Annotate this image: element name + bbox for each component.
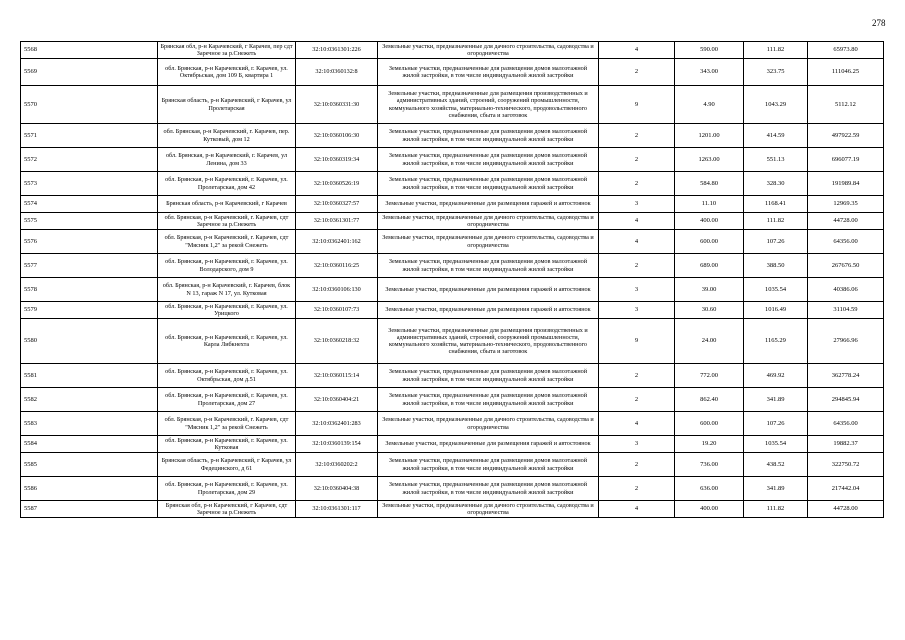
area-cell: 343.00: [675, 59, 744, 86]
land-category-cell: Земельные участки, предназначенные для размещения домов малоэтажной жилой застройки, в том числе индивидуальной жилой застройки: [378, 453, 599, 477]
land-category-cell: Земельные участки, предназначенные для размещения производственных и административных зданий, строений, сооружений промышленности, коммунального хозяйства, материально-технического, продовольственного снабжения, сбыта и заготовок: [378, 86, 599, 124]
row-number-cell: 5581: [21, 364, 158, 388]
table-row: [21, 453, 884, 477]
group-cell: 3: [599, 196, 675, 213]
row-number-cell: 5582: [21, 388, 158, 412]
cadastral-number-cell: 32:10:0360106:130: [296, 278, 378, 302]
land-category-cell: Земельные участки, предназначенные для размещения гаражей и автостоянок: [378, 302, 599, 319]
cadastral-value-cell: 5112.12: [808, 86, 884, 124]
cadastral-value-cell: 31104.59: [808, 302, 884, 319]
specific-value-cell: 341.89: [744, 477, 808, 501]
area-cell: 862.40: [675, 388, 744, 412]
land-category-cell: Земельные участки, предназначенные для размещения домов малоэтажной жилой застройки, в том числе индивидуальной жилой застройки: [378, 388, 599, 412]
cadastral-number-cell: 32:10:0360116:25: [296, 254, 378, 278]
address-cell: обл. Брянская, р-н Карачевский, г. Карачев, пер. Кутковый, дом 12: [158, 124, 296, 148]
table-row: [21, 230, 884, 254]
group-cell: 4: [599, 213, 675, 230]
cadastral-number-cell: 32:10:0360319:34: [296, 148, 378, 172]
group-cell: 2: [599, 477, 675, 501]
cadastral-value-cell: 696077.19: [808, 148, 884, 172]
cadastral-number-cell: 32:10:0360115:14: [296, 364, 378, 388]
specific-value-cell: 323.75: [744, 59, 808, 86]
area-cell: 19.20: [675, 436, 744, 453]
cadastral-value-cell: 27966.96: [808, 319, 884, 364]
cadastral-value-cell: 19882.37: [808, 436, 884, 453]
table-row: [21, 42, 884, 59]
area-cell: 400.00: [675, 501, 744, 518]
address-cell: обл. Брянская, р-н Карачевский, г. Карачев, ул. Октябрьская, дом 109 Б, квартира 1: [158, 59, 296, 86]
address-cell: обл. Брянская, р-н Карачевский, г. Карачев, блок N 13, гараж N 17, ул. Кутковая: [158, 278, 296, 302]
address-cell: Брянская область, р-н Карачевский, г Карачев, ул Федецинского, д 61: [158, 453, 296, 477]
land-category-cell: Земельные участки, предназначенные для дачного строительства, садоводства и огородничества: [378, 213, 599, 230]
group-cell: 3: [599, 302, 675, 319]
group-cell: 3: [599, 278, 675, 302]
row-number-cell: 5587: [21, 501, 158, 518]
row-number-cell: 5568: [21, 42, 158, 59]
row-number-cell: 5576: [21, 230, 158, 254]
table-row: [21, 254, 884, 278]
cadastral-number-cell: 32:10:0360404:38: [296, 477, 378, 501]
address-cell: обл. Брянская, р-н Карачевский, г. Карачев, ул. Урицкого: [158, 302, 296, 319]
cadastral-value-cell: 294845.94: [808, 388, 884, 412]
address-cell: обл. Брянская, р-н Карачевский, г. Карачев, сдт "Мясник 1,2" за рекой Снежеть: [158, 412, 296, 436]
table-row: [21, 172, 884, 196]
table-row: [21, 278, 884, 302]
group-cell: 2: [599, 453, 675, 477]
table-row: [21, 436, 884, 453]
area-cell: 600.00: [675, 412, 744, 436]
row-number-cell: 5574: [21, 196, 158, 213]
land-category-cell: Земельные участки, предназначенные для размещения домов малоэтажной жилой застройки, в том числе индивидуальной жилой застройки: [378, 124, 599, 148]
cadastral-value-cell: 65973.80: [808, 42, 884, 59]
address-cell: Брянская область, р-н Карачевский, г Карачев, ул Пролетарская: [158, 86, 296, 124]
area-cell: 400.00: [675, 213, 744, 230]
specific-value-cell: 1168.41: [744, 196, 808, 213]
land-category-cell: Земельные участки, предназначенные для дачного строительства, садоводства и огородничества: [378, 501, 599, 518]
address-cell: обл. Брянская, р-н Карачевский, г. Карачев, ул. Пролетарская, дом 29: [158, 477, 296, 501]
land-category-cell: Земельные участки, предназначенные для дачного строительства, садоводства и огородничества: [378, 42, 599, 59]
land-category-cell: Земельные участки, предназначенные для размещения гаражей и автостоянок: [378, 436, 599, 453]
area-cell: 39.00: [675, 278, 744, 302]
cadastral-number-cell: 32:10:0360218:32: [296, 319, 378, 364]
cadastral-number-cell: 32:10:0360106:30: [296, 124, 378, 148]
specific-value-cell: 388.50: [744, 254, 808, 278]
land-category-cell: Земельные участки, предназначенные для размещения домов малоэтажной жилой застройки, в том числе индивидуальной жилой застройки: [378, 59, 599, 86]
cadastral-value-cell: 12969.35: [808, 196, 884, 213]
cadastral-number-cell: 32:10:0360526:19: [296, 172, 378, 196]
specific-value-cell: 341.89: [744, 388, 808, 412]
address-cell: обл. Брянская, р-н Карачевский, г. Карачев, ул. Пролетарская, дом 27: [158, 388, 296, 412]
land-category-cell: Земельные участки, предназначенные для размещения производственных и административных зданий, строений, сооружений промышленности, коммунального хозяйства, материально-технического, продовольственного снабжения, сбыта и заготовок: [378, 319, 599, 364]
land-category-cell: Земельные участки, предназначенные для размещения домов малоэтажной жилой застройки, в том числе индивидуальной жилой застройки: [378, 254, 599, 278]
group-cell: 2: [599, 124, 675, 148]
table-row: [21, 501, 884, 518]
group-cell: 3: [599, 436, 675, 453]
group-cell: 4: [599, 42, 675, 59]
cadastral-number-cell: 32:10:0360132:8: [296, 59, 378, 86]
address-cell: Брянская обл, р-н Карачевский, г Карачев, пер сдт Заречное за р.Снежеть: [158, 42, 296, 59]
land-registry-table: [20, 41, 884, 518]
row-number-cell: 5578: [21, 278, 158, 302]
area-cell: 689.00: [675, 254, 744, 278]
area-cell: 636.00: [675, 477, 744, 501]
area-cell: 4.90: [675, 86, 744, 124]
row-number-cell: 5577: [21, 254, 158, 278]
specific-value-cell: 111.82: [744, 42, 808, 59]
group-cell: 9: [599, 86, 675, 124]
specific-value-cell: 1035.54: [744, 436, 808, 453]
row-number-cell: 5579: [21, 302, 158, 319]
address-cell: Брянская обл, р-н Карачевский, г Карачев, сдт Заречное за р.Снежеть: [158, 501, 296, 518]
group-cell: 4: [599, 412, 675, 436]
land-category-cell: Земельные участки, предназначенные для размещения домов малоэтажной жилой застройки, в том числе индивидуальной жилой застройки: [378, 172, 599, 196]
row-number-cell: 5572: [21, 148, 158, 172]
row-number-cell: 5580: [21, 319, 158, 364]
cadastral-number-cell: 32:10:0360107:73: [296, 302, 378, 319]
cadastral-value-cell: 322750.72: [808, 453, 884, 477]
row-number-cell: 5585: [21, 453, 158, 477]
area-cell: 24.00: [675, 319, 744, 364]
row-number-cell: 5569: [21, 59, 158, 86]
area-cell: 1263.00: [675, 148, 744, 172]
land-category-cell: Земельные участки, предназначенные для размещения домов малоэтажной жилой застройки, в том числе индивидуальной жилой застройки: [378, 148, 599, 172]
address-cell: Брянская область, р-н Карачевский, г Карачев: [158, 196, 296, 213]
table-row: [21, 86, 884, 124]
cadastral-value-cell: 217442.04: [808, 477, 884, 501]
land-category-cell: Земельные участки, предназначенные для дачного строительства, садоводства и огородничества: [378, 412, 599, 436]
specific-value-cell: 551.13: [744, 148, 808, 172]
address-cell: обл. Брянская, р-н Карачевский, г. Карачев, ул. Кутковая: [158, 436, 296, 453]
group-cell: 2: [599, 172, 675, 196]
cadastral-value-cell: 362778.24: [808, 364, 884, 388]
group-cell: 4: [599, 230, 675, 254]
land-category-cell: Земельные участки, предназначенные для дачного строительства, садоводства и огородничества: [378, 230, 599, 254]
land-category-cell: Земельные участки, предназначенные для размещения домов малоэтажной жилой застройки, в том числе индивидуальной жилой застройки: [378, 364, 599, 388]
row-number-cell: 5584: [21, 436, 158, 453]
cadastral-value-cell: 44728.00: [808, 501, 884, 518]
table-row: [21, 148, 884, 172]
cadastral-number-cell: 32:10:0361301:117: [296, 501, 378, 518]
table-row: [21, 59, 884, 86]
specific-value-cell: 1035.54: [744, 278, 808, 302]
specific-value-cell: 414.59: [744, 124, 808, 148]
cadastral-value-cell: 191989.84: [808, 172, 884, 196]
area-cell: 1201.00: [675, 124, 744, 148]
specific-value-cell: 1165.29: [744, 319, 808, 364]
cadastral-number-cell: 32:10:0360331:30: [296, 86, 378, 124]
group-cell: 2: [599, 148, 675, 172]
table-row: [21, 196, 884, 213]
cadastral-number-cell: 32:10:0360202:2: [296, 453, 378, 477]
row-number-cell: 5586: [21, 477, 158, 501]
specific-value-cell: 1043.29: [744, 86, 808, 124]
area-cell: 736.00: [675, 453, 744, 477]
address-cell: обл. Брянская, р-н Карачевский, г. Карачев, ул. Пролетарская, дом 42: [158, 172, 296, 196]
land-category-cell: Земельные участки, предназначенные для размещения домов малоэтажной жилой застройки, в том числе индивидуальной жилой застройки: [378, 477, 599, 501]
group-cell: 2: [599, 59, 675, 86]
address-cell: обл. Брянская, р-н Карачевский, г. Карачев, ул. Октябрьская, дом д.51: [158, 364, 296, 388]
group-cell: 4: [599, 501, 675, 518]
row-number-cell: 5570: [21, 86, 158, 124]
table-row: [21, 124, 884, 148]
table-body: [21, 42, 884, 518]
address-cell: обл. Брянская, р-н Карачевский, г. Карачев, ул. Карла Либкнехта: [158, 319, 296, 364]
table-row: [21, 388, 884, 412]
row-number-cell: 5573: [21, 172, 158, 196]
specific-value-cell: 328.30: [744, 172, 808, 196]
row-number-cell: 5575: [21, 213, 158, 230]
cadastral-number-cell: 32:10:0362401:162: [296, 230, 378, 254]
cadastral-number-cell: 32:10:0360327:57: [296, 196, 378, 213]
table-row: [21, 364, 884, 388]
area-cell: 584.80: [675, 172, 744, 196]
group-cell: 9: [599, 319, 675, 364]
cadastral-number-cell: 32:10:0362401:283: [296, 412, 378, 436]
cadastral-number-cell: 32:10:0360139:154: [296, 436, 378, 453]
table-row: [21, 319, 884, 364]
area-cell: 772.00: [675, 364, 744, 388]
specific-value-cell: 469.92: [744, 364, 808, 388]
row-number-cell: 5571: [21, 124, 158, 148]
cadastral-value-cell: 111046.25: [808, 59, 884, 86]
address-cell: обл. Брянская, р-н Карачевский, г. Карачев, сдт "Мясник 1,2" за рекой Снежеть: [158, 230, 296, 254]
row-number-cell: 5583: [21, 412, 158, 436]
table-row: [21, 412, 884, 436]
page-number: 278: [872, 18, 886, 28]
area-cell: 11.10: [675, 196, 744, 213]
table-row: [21, 477, 884, 501]
cadastral-value-cell: 497922.59: [808, 124, 884, 148]
group-cell: 2: [599, 388, 675, 412]
address-cell: обл. Брянская, р-н Карачевский, г. Карачев, ул. Володарского, дом 9: [158, 254, 296, 278]
area-cell: 30.60: [675, 302, 744, 319]
cadastral-number-cell: 32:10:0360404:21: [296, 388, 378, 412]
land-category-cell: Земельные участки, предназначенные для размещения гаражей и автостоянок: [378, 278, 599, 302]
cadastral-value-cell: 40386.06: [808, 278, 884, 302]
specific-value-cell: 438.52: [744, 453, 808, 477]
cadastral-number-cell: 32:10:0361301:226: [296, 42, 378, 59]
land-category-cell: Земельные участки, предназначенные для размещения гаражей и автостоянок: [378, 196, 599, 213]
cadastral-number-cell: 32:10:0361301:77: [296, 213, 378, 230]
table-row: [21, 213, 884, 230]
specific-value-cell: 111.82: [744, 213, 808, 230]
cadastral-value-cell: 44728.00: [808, 213, 884, 230]
cadastral-value-cell: 267676.50: [808, 254, 884, 278]
specific-value-cell: 107.26: [744, 230, 808, 254]
address-cell: обл. Брянская, р-н Карачевский, г. Карачев, ул Ленина, дом 33: [158, 148, 296, 172]
cadastral-value-cell: 64356.00: [808, 412, 884, 436]
specific-value-cell: 1016.49: [744, 302, 808, 319]
group-cell: 2: [599, 254, 675, 278]
cadastral-value-cell: 64356.00: [808, 230, 884, 254]
area-cell: 590.00: [675, 42, 744, 59]
specific-value-cell: 111.82: [744, 501, 808, 518]
table-row: [21, 302, 884, 319]
group-cell: 2: [599, 364, 675, 388]
address-cell: обл. Брянская, р-н Карачевский, г. Карачев, сдт Заречное за р.Снежеть: [158, 213, 296, 230]
area-cell: 600.00: [675, 230, 744, 254]
specific-value-cell: 107.26: [744, 412, 808, 436]
